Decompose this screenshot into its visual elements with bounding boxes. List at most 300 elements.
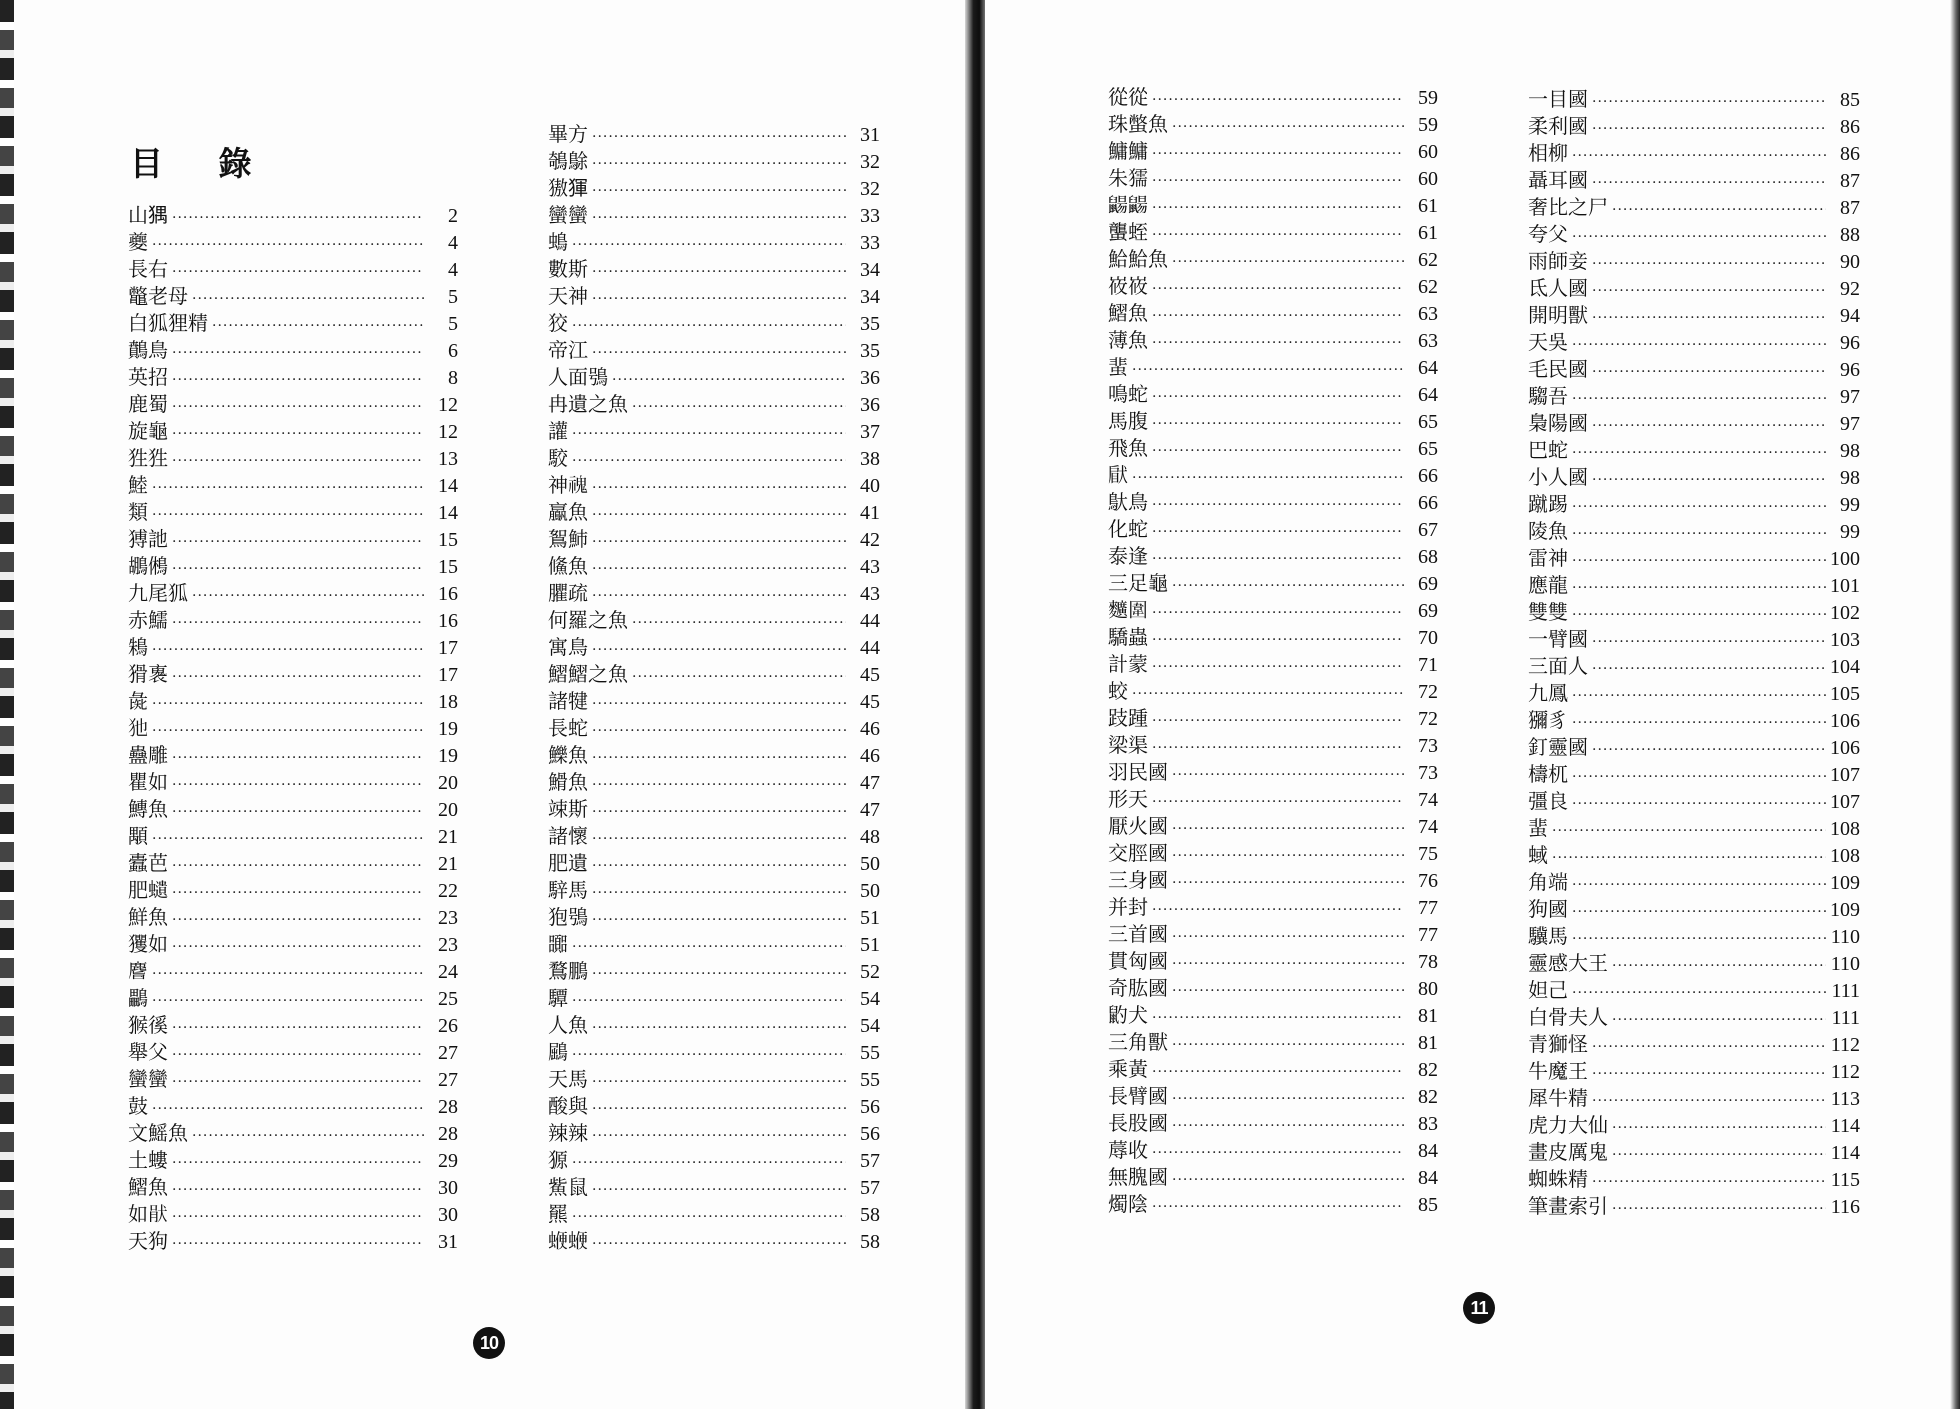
toc-entry-name: 貫匈國 bbox=[1108, 949, 1168, 973]
toc-entry bbox=[548, 553, 880, 580]
toc-entry bbox=[128, 553, 458, 580]
toc-entry-name: 猾褢 bbox=[128, 662, 168, 686]
toc-entry-page: 30 bbox=[438, 1177, 458, 1199]
dot-leader bbox=[632, 394, 846, 421]
toc-entry-page: 8 bbox=[448, 367, 458, 389]
toc-entry bbox=[128, 688, 458, 715]
toc-entry-page: 36 bbox=[860, 394, 880, 416]
toc-entry-page: 84 bbox=[1418, 1167, 1438, 1189]
dot-leader bbox=[592, 502, 846, 529]
dot-leader bbox=[152, 826, 424, 853]
toc-entry-page: 31 bbox=[438, 1231, 458, 1253]
dot-leader bbox=[1152, 600, 1404, 627]
toc-entry-page: 115 bbox=[1830, 1169, 1860, 1191]
toc-entry-name: 飛魚 bbox=[1108, 436, 1148, 460]
toc-entry-name: 鶩鵬 bbox=[548, 959, 588, 983]
toc-entry-page: 20 bbox=[438, 799, 458, 821]
toc-entry-name: 神𩲡 bbox=[548, 473, 588, 497]
toc-entry-page: 54 bbox=[860, 1015, 880, 1037]
toc-entry bbox=[548, 661, 880, 688]
toc-entry-name: 陵魚 bbox=[1528, 519, 1568, 543]
dot-leader bbox=[1172, 951, 1404, 978]
toc-entry bbox=[1108, 732, 1438, 759]
dot-leader bbox=[172, 1150, 424, 1177]
page-edge-shadow bbox=[1950, 0, 1960, 1409]
toc-entry-page: 92 bbox=[1840, 278, 1860, 300]
toc-entry-page: 68 bbox=[1418, 546, 1438, 568]
toc-entry bbox=[128, 1147, 458, 1174]
dot-leader bbox=[192, 286, 424, 313]
toc-entry-name: 長股國 bbox=[1108, 1111, 1168, 1135]
toc-entry bbox=[1108, 1002, 1438, 1029]
toc-entry-page: 63 bbox=[1418, 303, 1438, 325]
dot-leader bbox=[592, 772, 846, 799]
toc-entry-page: 23 bbox=[438, 907, 458, 929]
toc-entry-page: 51 bbox=[860, 907, 880, 929]
toc-entry bbox=[548, 1012, 880, 1039]
toc-entry-name: 狡 bbox=[548, 311, 568, 335]
dot-leader bbox=[592, 1123, 846, 1150]
dot-leader bbox=[1152, 330, 1404, 357]
toc-entry-name: 鮆鼠 bbox=[548, 1175, 588, 1199]
toc-entry bbox=[1528, 1085, 1860, 1112]
toc-entry-name: 舉父 bbox=[128, 1040, 168, 1064]
toc-entry bbox=[1528, 275, 1860, 302]
dot-leader bbox=[1152, 546, 1404, 573]
toc-entry bbox=[1108, 435, 1438, 462]
toc-entry-page: 21 bbox=[438, 826, 458, 848]
toc-entry bbox=[1528, 1193, 1860, 1220]
toc-entry-page: 65 bbox=[1418, 411, 1438, 433]
toc-entry-name: 臞疏 bbox=[548, 581, 588, 605]
toc-entry-name: 駮 bbox=[548, 446, 568, 470]
toc-entry-name: 肥遺 bbox=[548, 851, 588, 875]
toc-entry-page: 23 bbox=[438, 934, 458, 956]
toc-entry-name: 畢方 bbox=[548, 122, 588, 146]
dot-leader bbox=[1152, 897, 1404, 924]
toc-entry-page: 57 bbox=[860, 1150, 880, 1172]
toc-entry bbox=[1108, 516, 1438, 543]
toc-entry-page: 82 bbox=[1418, 1086, 1438, 1108]
toc-entry-name: 馬腹 bbox=[1108, 409, 1148, 433]
toc-entry-page: 15 bbox=[438, 556, 458, 578]
toc-entry-name: 鱳魚 bbox=[548, 743, 588, 767]
toc-entry-name: 雙雙 bbox=[1528, 600, 1568, 624]
toc-entry-name: 𧍲𧍲 bbox=[548, 1229, 588, 1253]
toc-entry bbox=[1108, 894, 1438, 921]
dot-leader bbox=[592, 1015, 846, 1042]
toc-entry bbox=[1528, 1166, 1860, 1193]
dot-leader bbox=[572, 1042, 846, 1069]
dot-leader bbox=[592, 259, 846, 286]
dot-leader bbox=[1592, 413, 1826, 440]
toc-entry-name: 鹿蜀 bbox=[128, 392, 168, 416]
dot-leader bbox=[592, 286, 846, 313]
toc-entry-page: 105 bbox=[1830, 683, 1860, 705]
dot-leader bbox=[1572, 494, 1826, 521]
toc-entry bbox=[1528, 1139, 1860, 1166]
dot-leader bbox=[592, 745, 846, 772]
toc-entry-name: 𪊨 bbox=[128, 959, 148, 983]
dot-leader bbox=[212, 313, 424, 340]
toc-entry-page: 6 bbox=[448, 340, 458, 362]
toc-entry-page: 77 bbox=[1418, 924, 1438, 946]
toc-entry-page: 98 bbox=[1840, 467, 1860, 489]
toc-entry-name: 蹴踢 bbox=[1528, 492, 1568, 516]
toc-entry-page: 110 bbox=[1830, 926, 1860, 948]
toc-entry bbox=[1108, 543, 1438, 570]
toc-entry bbox=[1108, 759, 1438, 786]
dot-leader bbox=[1592, 170, 1826, 197]
dot-leader bbox=[572, 988, 846, 1015]
toc-entry-page: 94 bbox=[1840, 305, 1860, 327]
toc-entry-page: 35 bbox=[860, 340, 880, 362]
toc-entry-name: 珠蟞魚 bbox=[1108, 112, 1168, 136]
dot-leader bbox=[592, 475, 846, 502]
toc-entry bbox=[128, 364, 458, 391]
toc-entry-name: 鸓 bbox=[128, 986, 148, 1010]
toc-entry-page: 109 bbox=[1830, 872, 1860, 894]
toc-entry-name: 蠱雕 bbox=[128, 743, 168, 767]
dot-leader bbox=[1132, 465, 1404, 492]
dot-leader bbox=[1172, 843, 1404, 870]
toc-entry-name: 角端 bbox=[1528, 870, 1568, 894]
dot-leader bbox=[592, 1231, 846, 1258]
toc-entry-page: 47 bbox=[860, 772, 880, 794]
toc-entry-name: 一臂國 bbox=[1528, 627, 1588, 651]
dot-leader bbox=[592, 907, 846, 934]
toc-entry-name: 長蛇 bbox=[548, 716, 588, 740]
toc-entry bbox=[1528, 410, 1860, 437]
dot-leader bbox=[1572, 791, 1826, 818]
toc-entry bbox=[1108, 192, 1438, 219]
toc-entry-name: 犀牛精 bbox=[1528, 1086, 1588, 1110]
toc-entry-page: 73 bbox=[1418, 735, 1438, 757]
toc-entry-name: 柔利國 bbox=[1528, 114, 1588, 138]
toc-entry bbox=[548, 364, 880, 391]
dot-leader bbox=[1612, 953, 1826, 980]
toc-entry bbox=[1108, 597, 1438, 624]
toc-entry-page: 52 bbox=[860, 961, 880, 983]
toc-entry bbox=[548, 337, 880, 364]
dot-leader bbox=[1172, 978, 1404, 1005]
toc-entry bbox=[1108, 354, 1438, 381]
toc-entry-name: 檮杌 bbox=[1528, 762, 1568, 786]
dot-leader bbox=[1152, 492, 1404, 519]
toc-entry-name: 化蛇 bbox=[1108, 517, 1148, 541]
toc-entry-page: 69 bbox=[1418, 573, 1438, 595]
toc-entry bbox=[1528, 599, 1860, 626]
dot-leader bbox=[1172, 1032, 1404, 1059]
dot-leader bbox=[1592, 1034, 1826, 1061]
toc-entry-page: 114 bbox=[1830, 1142, 1860, 1164]
dot-leader bbox=[1592, 1169, 1826, 1196]
toc-entry bbox=[1528, 1112, 1860, 1139]
toc-entry-page: 116 bbox=[1830, 1196, 1860, 1218]
toc-entry bbox=[1528, 140, 1860, 167]
toc-entry-name: 驔 bbox=[548, 986, 568, 1010]
toc-entry-page: 33 bbox=[860, 232, 880, 254]
toc-entry bbox=[128, 337, 458, 364]
toc-entry bbox=[128, 418, 458, 445]
toc-entry bbox=[1528, 707, 1860, 734]
toc-entry-page: 46 bbox=[860, 745, 880, 767]
toc-entry-name: 交脛國 bbox=[1108, 841, 1168, 865]
toc-entry-page: 37 bbox=[860, 421, 880, 443]
toc-entry bbox=[548, 634, 880, 661]
toc-entry-page: 84 bbox=[1418, 1140, 1438, 1162]
toc-entry-page: 51 bbox=[860, 934, 880, 956]
toc-entry bbox=[128, 661, 458, 688]
toc-entry bbox=[548, 850, 880, 877]
dot-leader bbox=[172, 205, 424, 232]
dot-leader bbox=[1572, 926, 1826, 953]
toc-entry-name: 九鳳 bbox=[1528, 681, 1568, 705]
toc-entry bbox=[1108, 408, 1438, 435]
toc-entry-name: 赤鱬 bbox=[128, 608, 168, 632]
dot-leader bbox=[1152, 411, 1404, 438]
dot-leader bbox=[592, 826, 846, 853]
toc-entry bbox=[1528, 950, 1860, 977]
toc-entry-name: 瞿如 bbox=[128, 770, 168, 794]
toc-entry-page: 50 bbox=[860, 880, 880, 902]
toc-entry-page: 38 bbox=[860, 448, 880, 470]
toc-entry bbox=[128, 202, 458, 229]
dot-leader bbox=[152, 502, 424, 529]
toc-entry-name: 狗國 bbox=[1528, 897, 1568, 921]
dot-leader bbox=[1572, 521, 1826, 548]
toc-entry bbox=[128, 742, 458, 769]
toc-entry-name: 蠪蛭 bbox=[1108, 220, 1148, 244]
toc-entry bbox=[128, 1120, 458, 1147]
toc-entry-name: 泰逢 bbox=[1108, 544, 1148, 568]
toc-entry-page: 48 bbox=[860, 826, 880, 848]
dot-leader bbox=[152, 637, 424, 664]
dot-leader bbox=[1172, 1086, 1404, 1113]
toc-entry-page: 12 bbox=[438, 421, 458, 443]
toc-entry bbox=[1528, 437, 1860, 464]
toc-entry bbox=[548, 931, 880, 958]
dot-leader bbox=[1152, 1005, 1404, 1032]
toc-entry bbox=[1528, 734, 1860, 761]
toc-entry-page: 99 bbox=[1840, 521, 1860, 543]
toc-entry bbox=[1108, 921, 1438, 948]
toc-column-2 bbox=[548, 121, 880, 1255]
toc-entry bbox=[128, 445, 458, 472]
toc-entry-page: 58 bbox=[860, 1231, 880, 1253]
toc-entry bbox=[548, 310, 880, 337]
dot-leader bbox=[172, 1042, 424, 1069]
toc-entry bbox=[1528, 653, 1860, 680]
toc-entry bbox=[128, 877, 458, 904]
toc-entry-name: 蜘蛛精 bbox=[1528, 1167, 1588, 1191]
toc-entry bbox=[548, 202, 880, 229]
toc-entry-page: 104 bbox=[1830, 656, 1860, 678]
toc-entry bbox=[548, 1066, 880, 1093]
toc-entry bbox=[1528, 167, 1860, 194]
toc-entry bbox=[1528, 977, 1860, 1004]
toc-entry-name: 相柳 bbox=[1528, 141, 1568, 165]
toc-entry-name: 雨師妾 bbox=[1528, 249, 1588, 273]
toc-entry-name: 帝江 bbox=[548, 338, 588, 362]
toc-entry-page: 12 bbox=[438, 394, 458, 416]
toc-entry-page: 27 bbox=[438, 1042, 458, 1064]
toc-entry-name: 䳋 bbox=[548, 230, 568, 254]
toc-entry bbox=[548, 472, 880, 499]
dot-leader bbox=[1612, 1115, 1826, 1142]
dot-leader bbox=[172, 1231, 424, 1258]
dot-leader bbox=[172, 1015, 424, 1042]
dot-leader bbox=[572, 1204, 846, 1231]
toc-entry-name: 厭火國 bbox=[1108, 814, 1168, 838]
dot-leader bbox=[192, 583, 424, 610]
left-page bbox=[0, 0, 975, 1409]
dot-leader bbox=[1152, 87, 1404, 114]
toc-entry-page: 16 bbox=[438, 610, 458, 632]
toc-entry-page: 111 bbox=[1831, 1007, 1860, 1029]
dot-leader bbox=[1592, 359, 1826, 386]
toc-entry-name: 巴蛇 bbox=[1528, 438, 1568, 462]
toc-entry-name: 畫皮厲鬼 bbox=[1528, 1140, 1608, 1164]
dot-leader bbox=[152, 232, 424, 259]
toc-entry bbox=[548, 823, 880, 850]
toc-entry-page: 28 bbox=[438, 1096, 458, 1118]
dot-leader bbox=[592, 124, 846, 151]
toc-entry bbox=[128, 850, 458, 877]
toc-entry-name: 釘靈國 bbox=[1528, 735, 1588, 759]
toc-entry-name: 鴸 bbox=[128, 635, 148, 659]
toc-entry-name: 夔 bbox=[128, 230, 148, 254]
dot-leader bbox=[1612, 1007, 1826, 1034]
toc-entry-page: 114 bbox=[1830, 1115, 1860, 1137]
toc-entry-name: 騶吾 bbox=[1528, 384, 1568, 408]
toc-entry-name: 騂馬 bbox=[548, 878, 588, 902]
toc-entry bbox=[1528, 1058, 1860, 1085]
toc-entry-name: 羆 bbox=[548, 1202, 568, 1226]
dot-leader bbox=[1132, 357, 1404, 384]
toc-entry-name: 狍鴞 bbox=[548, 905, 588, 929]
dot-leader bbox=[592, 151, 846, 178]
toc-entry-page: 42 bbox=[860, 529, 880, 551]
toc-entry-name: 驥馬 bbox=[1528, 924, 1568, 948]
toc-entry-name: 雷神 bbox=[1528, 546, 1568, 570]
toc-entry-page: 32 bbox=[860, 178, 880, 200]
toc-entry-page: 61 bbox=[1418, 195, 1438, 217]
toc-entry-name: 蜮 bbox=[1528, 843, 1548, 867]
dot-leader bbox=[1172, 114, 1404, 141]
toc-entry-name: 驕蟲 bbox=[1108, 625, 1148, 649]
toc-entry bbox=[1528, 842, 1860, 869]
toc-entry-name: 何羅之魚 bbox=[548, 608, 628, 632]
toc-entry-page: 46 bbox=[860, 718, 880, 740]
dot-leader bbox=[1152, 627, 1404, 654]
toc-entry-name: 鼈老母 bbox=[128, 284, 188, 308]
toc-entry bbox=[1108, 462, 1438, 489]
toc-entry-page: 81 bbox=[1418, 1005, 1438, 1027]
dot-leader bbox=[1172, 1113, 1404, 1140]
toc-entry-name: 數斯 bbox=[548, 257, 588, 281]
toc-entry-name: 計蒙 bbox=[1108, 652, 1148, 676]
dot-leader bbox=[572, 313, 846, 340]
toc-column-1 bbox=[128, 202, 458, 1255]
dot-leader bbox=[152, 718, 424, 745]
toc-entry-name: 蓐收 bbox=[1108, 1138, 1148, 1162]
toc-entry-name: 梟陽國 bbox=[1528, 411, 1588, 435]
toc-entry-page: 83 bbox=[1418, 1113, 1438, 1135]
toc-entry-name: 無𦞙國 bbox=[1108, 1165, 1168, 1189]
toc-entry bbox=[548, 904, 880, 931]
toc-entry-name: 鱅鱅 bbox=[1108, 139, 1148, 163]
dot-leader bbox=[172, 799, 424, 826]
toc-entry-page: 100 bbox=[1830, 548, 1860, 570]
toc-entry-name: 狌狌 bbox=[128, 446, 168, 470]
toc-column-3 bbox=[1108, 84, 1438, 1218]
dot-leader bbox=[172, 367, 424, 394]
toc-entry-page: 81 bbox=[1418, 1032, 1438, 1054]
toc-entry-name: 奢比之尸 bbox=[1528, 195, 1608, 219]
toc-entry-name: 九尾狐 bbox=[128, 581, 188, 605]
toc-entry-name: 鮯鮯魚 bbox=[1108, 247, 1168, 271]
dot-leader bbox=[1572, 899, 1826, 926]
toc-entry bbox=[1108, 327, 1438, 354]
toc-entry bbox=[1528, 626, 1860, 653]
toc-entry-page: 64 bbox=[1418, 357, 1438, 379]
dot-leader bbox=[1172, 762, 1404, 789]
toc-entry-page: 101 bbox=[1830, 575, 1860, 597]
toc-entry bbox=[128, 472, 458, 499]
toc-entry-page: 66 bbox=[1418, 465, 1438, 487]
toc-entry bbox=[1528, 545, 1860, 572]
toc-entry bbox=[1528, 572, 1860, 599]
toc-entry bbox=[1108, 678, 1438, 705]
toc-entry-page: 13 bbox=[438, 448, 458, 470]
toc-entry-name: 猼訑 bbox=[128, 527, 168, 551]
toc-entry-page: 55 bbox=[860, 1069, 880, 1091]
toc-entry bbox=[1528, 923, 1860, 950]
toc-entry-name: 梁渠 bbox=[1108, 733, 1148, 757]
toc-entry-name: 白狐狸精 bbox=[128, 311, 208, 335]
toc-entry bbox=[128, 823, 458, 850]
dot-leader bbox=[632, 610, 846, 637]
toc-entry-page: 45 bbox=[860, 664, 880, 686]
toc-entry-name: 天狗 bbox=[128, 1229, 168, 1253]
toc-entry-page: 70 bbox=[1418, 627, 1438, 649]
dot-leader bbox=[1572, 602, 1826, 629]
toc-entry bbox=[1528, 788, 1860, 815]
toc-entry bbox=[1528, 680, 1860, 707]
toc-entry bbox=[1108, 1110, 1438, 1137]
dot-leader bbox=[1152, 384, 1404, 411]
toc-entry-page: 96 bbox=[1840, 359, 1860, 381]
dot-leader bbox=[612, 367, 846, 394]
toc-entry-name: 蠹芭 bbox=[128, 851, 168, 875]
toc-entry bbox=[548, 1093, 880, 1120]
dot-leader bbox=[1552, 845, 1826, 872]
toc-entry-name: 寓鳥 bbox=[548, 635, 588, 659]
toc-entry-page: 112 bbox=[1830, 1034, 1860, 1056]
toc-entry-page: 29 bbox=[438, 1150, 458, 1172]
toc-entry bbox=[548, 715, 880, 742]
dot-leader bbox=[152, 961, 424, 988]
toc-entry-name: 鴽䰽 bbox=[548, 527, 588, 551]
toc-entry bbox=[128, 931, 458, 958]
toc-entry-page: 60 bbox=[1418, 168, 1438, 190]
toc-entry-name: 文鰩魚 bbox=[128, 1121, 188, 1145]
toc-entry-page: 44 bbox=[860, 610, 880, 632]
toc-entry bbox=[548, 742, 880, 769]
dot-leader bbox=[592, 583, 846, 610]
toc-entry-page: 64 bbox=[1418, 384, 1438, 406]
